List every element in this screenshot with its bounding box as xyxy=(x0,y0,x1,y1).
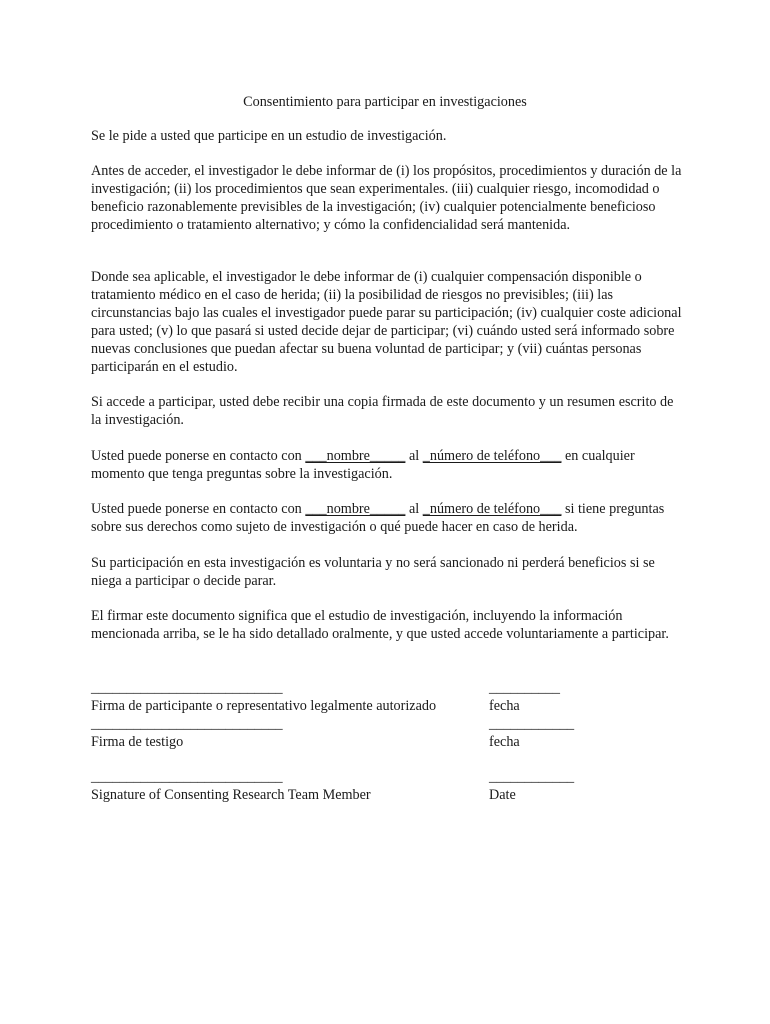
document-title: Consentimiento para participar en investigaciones xyxy=(243,94,527,110)
consent-paragraph: El firmar este documento significa que el estudio de investigación, incluyendo la información mencionada arriba, se le ha sido detallado oralmente, y que usted accede voluntariamente a participar. xyxy=(91,608,669,642)
contact-text-mid: al xyxy=(405,448,423,464)
rights-text-mid: al xyxy=(405,501,423,517)
participant-signature-label: Firma de participante o representativo legalmente autorizado xyxy=(91,698,437,714)
voluntary-paragraph: Su participación en esta investigación es voluntaria y no será sancionado ni perderá beneficios si se niega a participar o decide parar. xyxy=(91,555,655,589)
contact-rights-paragraph xyxy=(91,500,683,536)
witness-date-line: ____________ xyxy=(489,716,575,732)
contact-phone-field: _número de teléfono___ xyxy=(422,448,562,464)
team-signature-line: ___________________________ xyxy=(91,769,283,785)
intro-paragraph: Se le pide a usted que participe en un estudio de investigación. xyxy=(91,128,447,144)
contact-text-post: en cualquier momento que tenga preguntas sobre la investigación. xyxy=(91,448,635,482)
disclosure-paragraph: Antes de acceder, el investigador le debe informar de (i) los propósitos, procedimientos y duración de la investigación; (ii) los procedimientos que sean experimentales. (iii) cualquier riesgo, incomodidad o beneficio razonablemente previsibles de la investigación; (iv) cualquier potencialmente beneficioso procedimiento o tratamiento alternativo; y cómo la confidencialidad será mantenida. xyxy=(91,163,682,233)
rights-name-field: ___nombre_____ xyxy=(305,501,406,517)
contact-text-pre: Usted puede ponerse en contacto con xyxy=(91,448,306,464)
additional-disclosure-paragraph: Donde sea aplicable, el investigador le debe informar de (i) cualquier compensación disponible o tratamiento médico en el caso de herida; (ii) la posibilidad de riesgos no previsibles; (iii) las circunstancias bajo las cuales el investigador puede parar su participación; (iv) cualquier coste adicional para usted; (v) lo que pasará si usted decide dejar de participar; (vi) cuándo usted será informado sobre nuevas conclusiones que puedan afectar su buena voluntad de participar; y (vii) cuántas personas participarán en el estudio. xyxy=(91,269,682,375)
team-signature-label: Signature of Consenting Research Team Member xyxy=(91,787,371,803)
contact-name-field: ___nombre_____ xyxy=(305,448,406,464)
contact-investigation-paragraph xyxy=(91,447,683,483)
participant-signature-line: ___________________________ xyxy=(91,680,283,696)
team-date-label: Date xyxy=(489,787,516,803)
witness-signature-line: ___________________________ xyxy=(91,716,283,732)
rights-phone-field: _número de teléfono___ xyxy=(422,501,562,517)
rights-text-pre: Usted puede ponerse en contacto con xyxy=(91,501,306,517)
team-date-line: ____________ xyxy=(489,769,575,785)
witness-date-label: fecha xyxy=(489,734,520,750)
rights-text-post: si tiene preguntas sobre sus derechos como sujeto de investigación o qué puede hacer en caso de herida. xyxy=(91,501,665,535)
participant-date-line: __________ xyxy=(489,680,560,696)
copy-paragraph: Si accede a participar, usted debe recibir una copia firmada de este documento y un resumen escrito de la investigación. xyxy=(91,394,674,428)
witness-signature-label: Firma de testigo xyxy=(91,734,184,750)
participant-date-label: fecha xyxy=(489,698,520,714)
